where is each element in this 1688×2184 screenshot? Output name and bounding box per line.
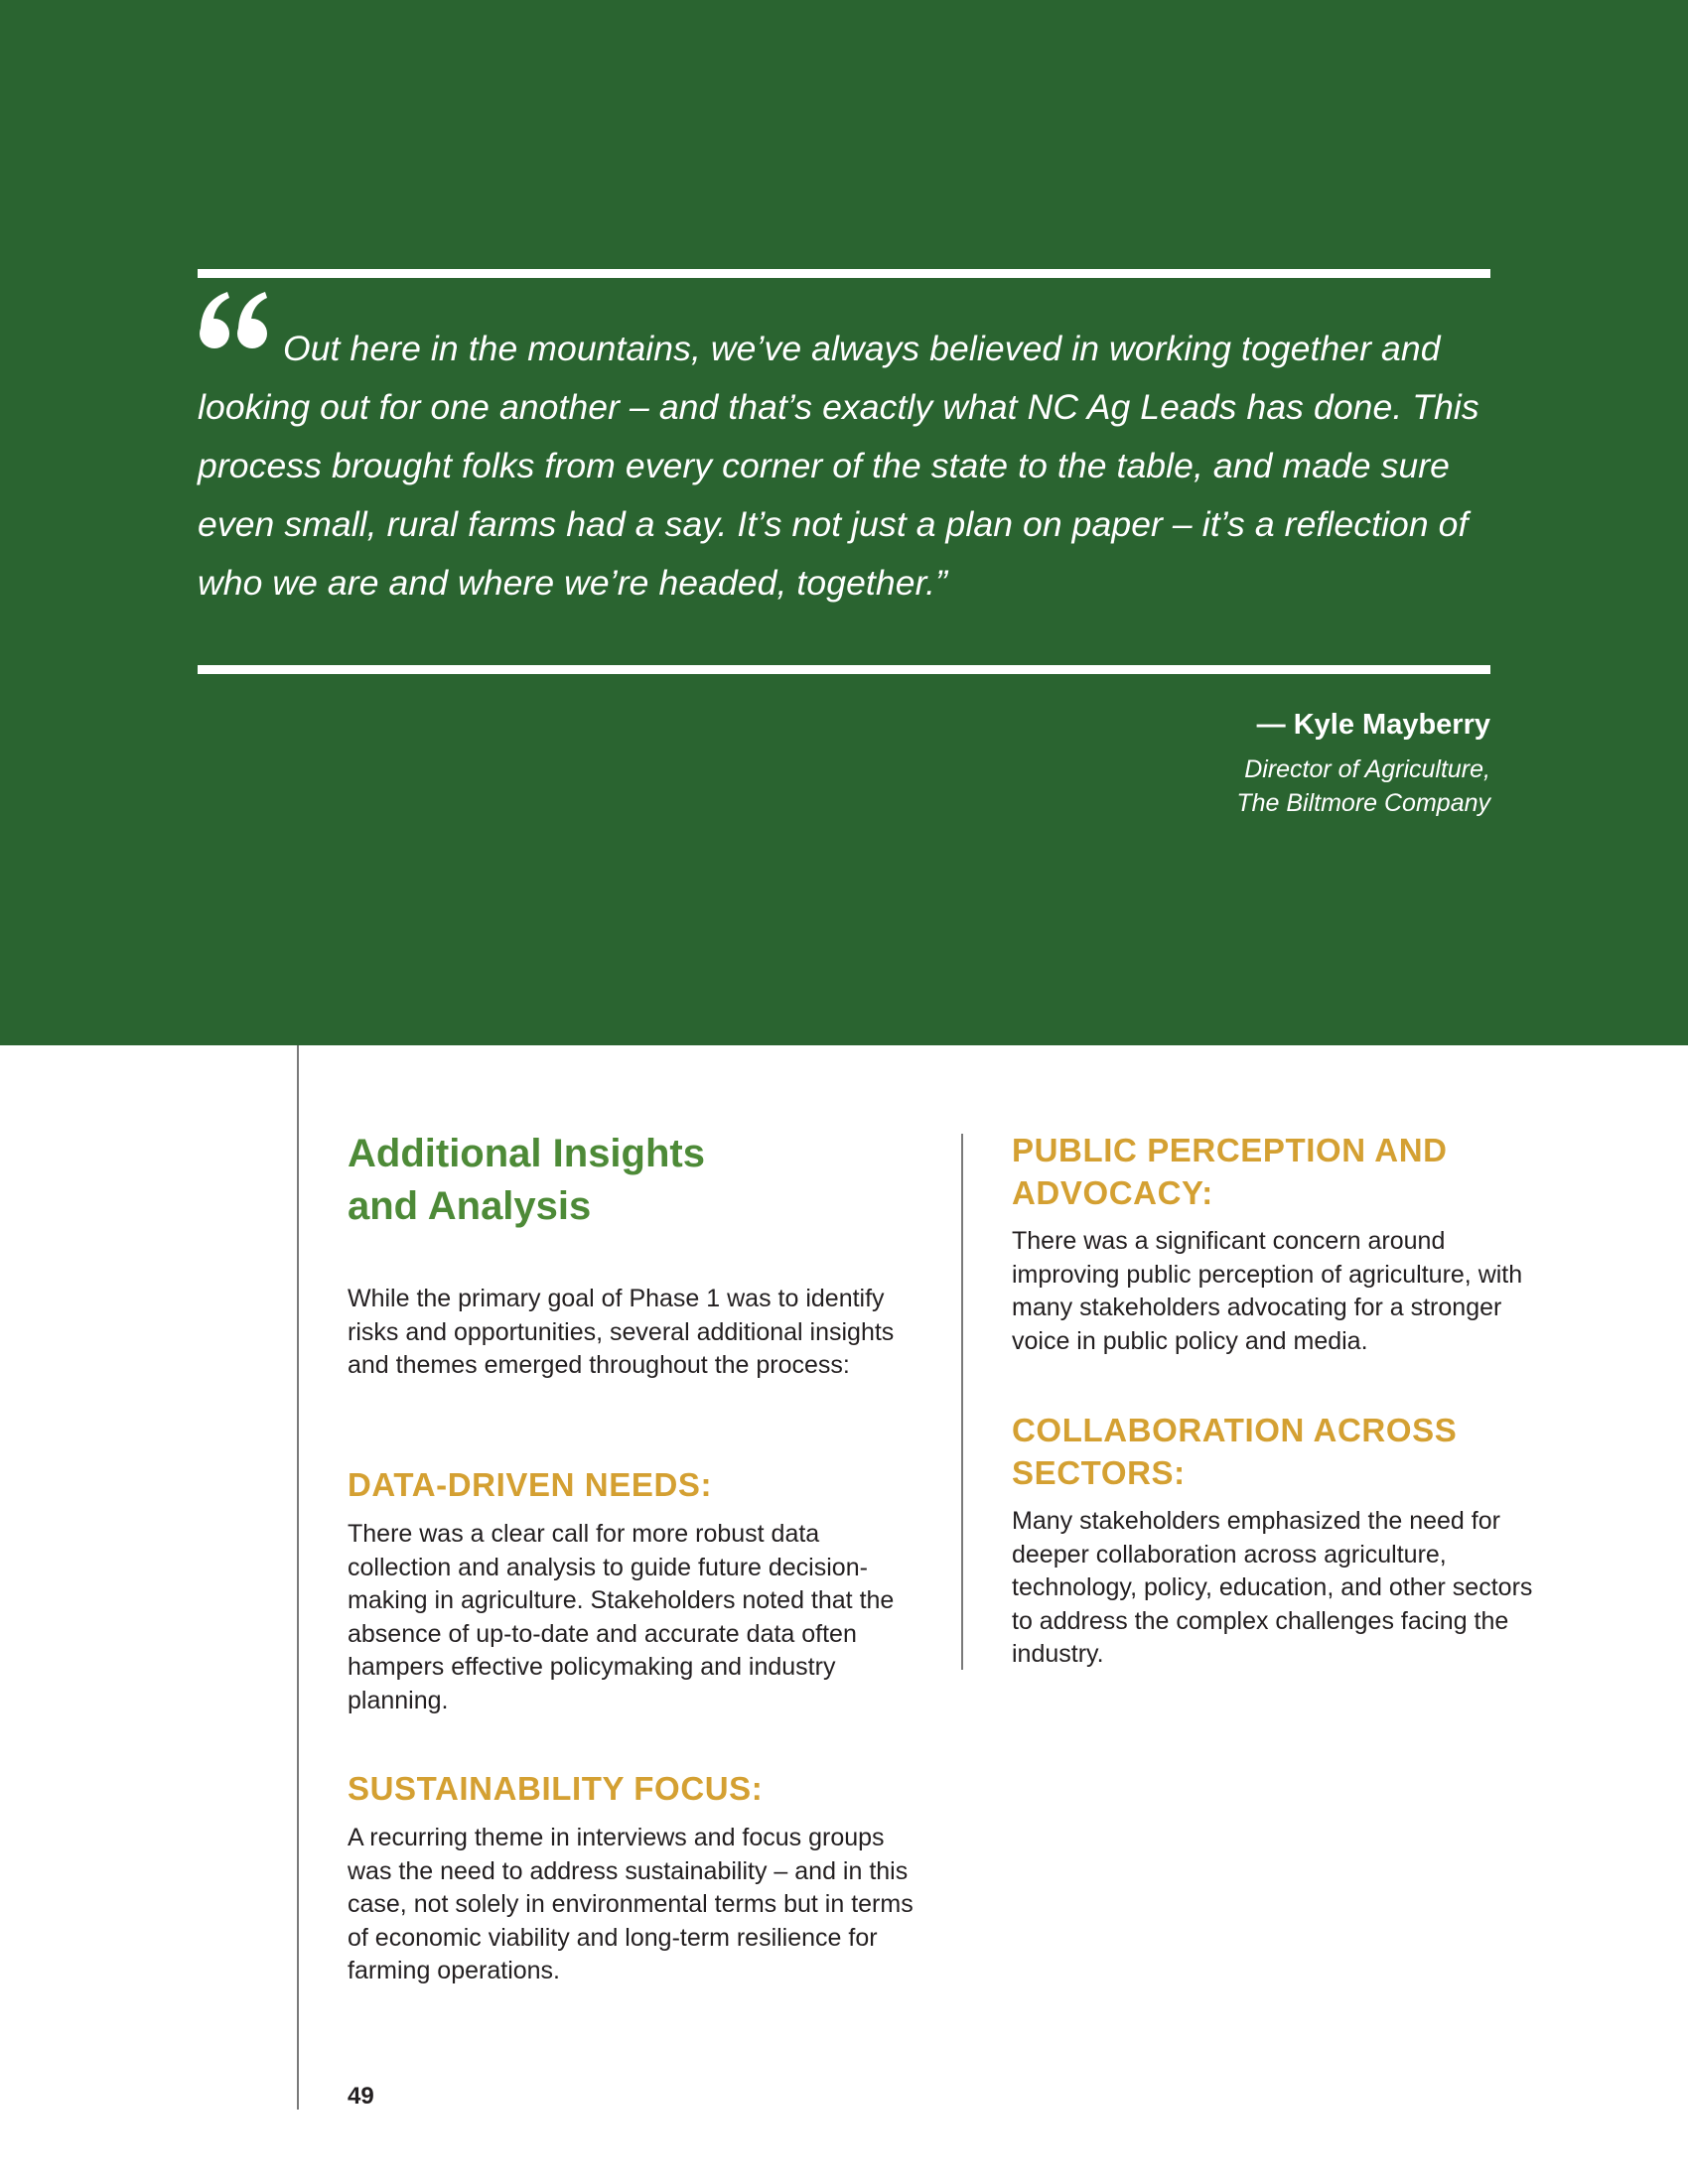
author-company-line: The Biltmore Company xyxy=(1236,789,1490,817)
public-perception-body: There was a significant concern around improving public perception of agriculture, with many stakeholders advocating for a stronger voice in public policy and media. xyxy=(1012,1227,1523,1355)
sustainability-heading: SUSTAINABILITY FOCUS: xyxy=(348,1770,764,1807)
quote-bottom-rule xyxy=(198,665,1490,674)
data-driven-heading: DATA-DRIVEN NEEDS: xyxy=(348,1466,713,1503)
author-title-line: Director of Agriculture, xyxy=(1244,755,1490,783)
collaboration-heading: COLLABORATION ACROSS SECTORS: xyxy=(1012,1412,1458,1491)
section-intro: While the primary goal of Phase 1 was to identify risks and opportunities, several additional insights and themes emerged throughout the process: xyxy=(348,1285,895,1379)
sustainability-body: A recurring theme in interviews and focus groups was the need to address sustainability – and in this case, not solely in environmental terms but in terms of economic viability and long-term resilience for farming operations. xyxy=(348,1824,914,1984)
data-driven-body: There was a clear call for more robust data collection and analysis to guide future decision-making in agriculture. Stakeholders noted that the absence of up-to-date and accurate data often hampers effective policymaking and industry planning. xyxy=(348,1520,895,1714)
quote-author-title xyxy=(994,752,1490,820)
section-title: Additional Insights and Analysis xyxy=(348,1132,705,1228)
column-divider xyxy=(961,1134,963,1670)
quote-top-rule xyxy=(198,269,1490,278)
quote-text: Out here in the mountains, we’ve always believed in working together and looking out for one another – and that’s exactly what NC Ag Leads has done. This process brought folks from every corner of the state to the table, and made sure even small, rural farms had a say. It’s not just a plan on paper – it’s a reflection of who we are and where we’re headed, together.” xyxy=(198,329,1479,603)
left-margin-divider xyxy=(297,1045,299,2110)
public-perception-heading: PUBLIC PERCEPTION AND ADVOCACY: xyxy=(1012,1132,1448,1211)
quote-author: — Kyle Mayberry xyxy=(1256,709,1490,741)
page-number: 49 xyxy=(348,2083,374,2110)
collaboration-body: Many stakeholders emphasized the need for deeper collaboration across agriculture, technology, policy, education, and other sectors to address the complex challenges facing the industry. xyxy=(1012,1507,1533,1668)
